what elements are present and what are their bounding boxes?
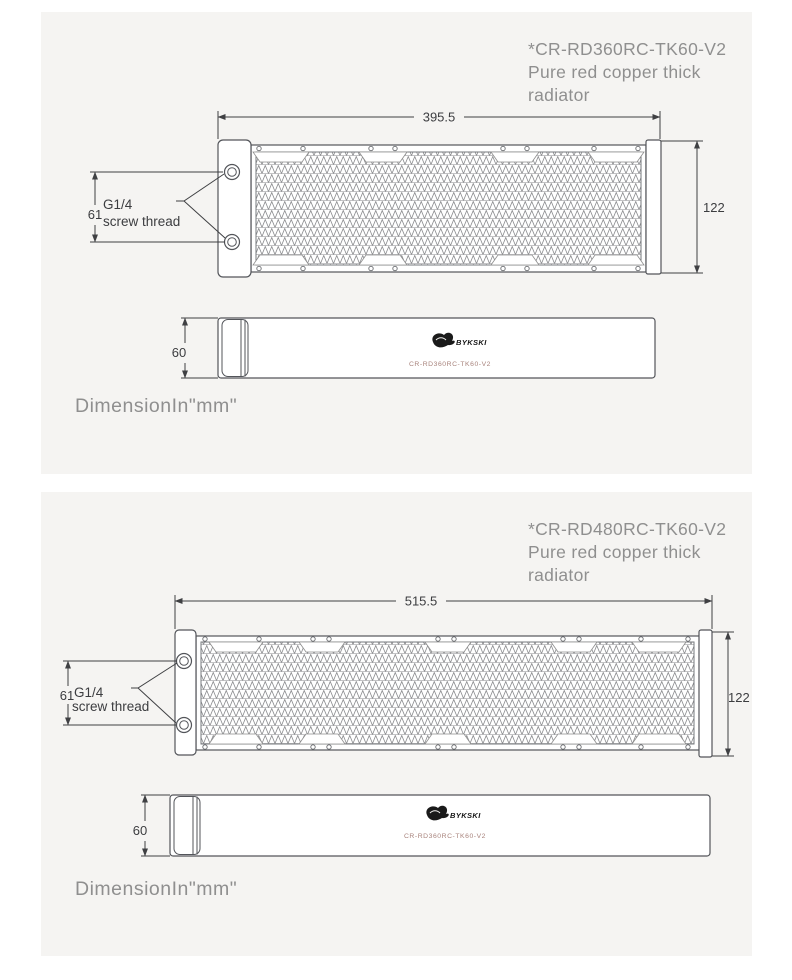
thickness-dimension-label: 60 (132, 823, 148, 838)
product-desc-line: radiator (528, 85, 590, 105)
height-dimension-label: 122 (703, 200, 725, 215)
product-model: *CR-RD480RC-TK60-V2 (528, 519, 727, 539)
port-spacing-dimension (88, 172, 225, 242)
length-dimension-label: 395.5 (422, 109, 456, 125)
brand-wordmark: BYKSKI (456, 338, 487, 347)
radiator-side-view (172, 318, 655, 378)
product-desc-line: Pure red copper thick (528, 62, 701, 82)
thickness-dimension-label: 60 (171, 345, 187, 360)
radiator-front-view (218, 140, 661, 277)
g14-thread-label: G1/4 (103, 197, 133, 212)
model-print-label: CR-RD360RC-TK60-V2 (408, 361, 492, 368)
length-dimension-label: 515.5 (404, 593, 438, 609)
product-desc-line: Pure red copper thick (528, 542, 701, 562)
units-note: DimensionIn"mm" (75, 395, 238, 417)
port-spacing-dimension-label: 61 (87, 207, 103, 222)
product-model: *CR-RD360RC-TK60-V2 (528, 39, 727, 59)
radiator-front-view (175, 630, 712, 757)
port-spacing-dimension (60, 661, 177, 725)
units-note: DimensionIn"mm" (75, 878, 238, 900)
model-print-label: CR-RD360RC-TK60-V2 (403, 833, 487, 840)
product-panel-360 (41, 12, 752, 474)
brand-wordmark: BYKSKI (450, 811, 481, 820)
product-desc-line: radiator (528, 565, 590, 585)
product-panel-480 (41, 492, 752, 956)
port-spacing-dimension-label: 61 (59, 688, 75, 703)
height-dimension-label: 122 (728, 690, 750, 705)
length-dimension (175, 594, 712, 630)
height-dimension (661, 141, 725, 273)
height-dimension (712, 632, 750, 756)
length-dimension (218, 110, 660, 140)
screw-thread-label: screw thread (103, 214, 181, 229)
screw-thread-label: screw thread (72, 699, 150, 714)
thickness-dimension (172, 318, 218, 378)
radiator-side-view (133, 795, 710, 856)
g14-thread-label: G1/4 (74, 685, 104, 700)
thickness-dimension (133, 795, 170, 856)
